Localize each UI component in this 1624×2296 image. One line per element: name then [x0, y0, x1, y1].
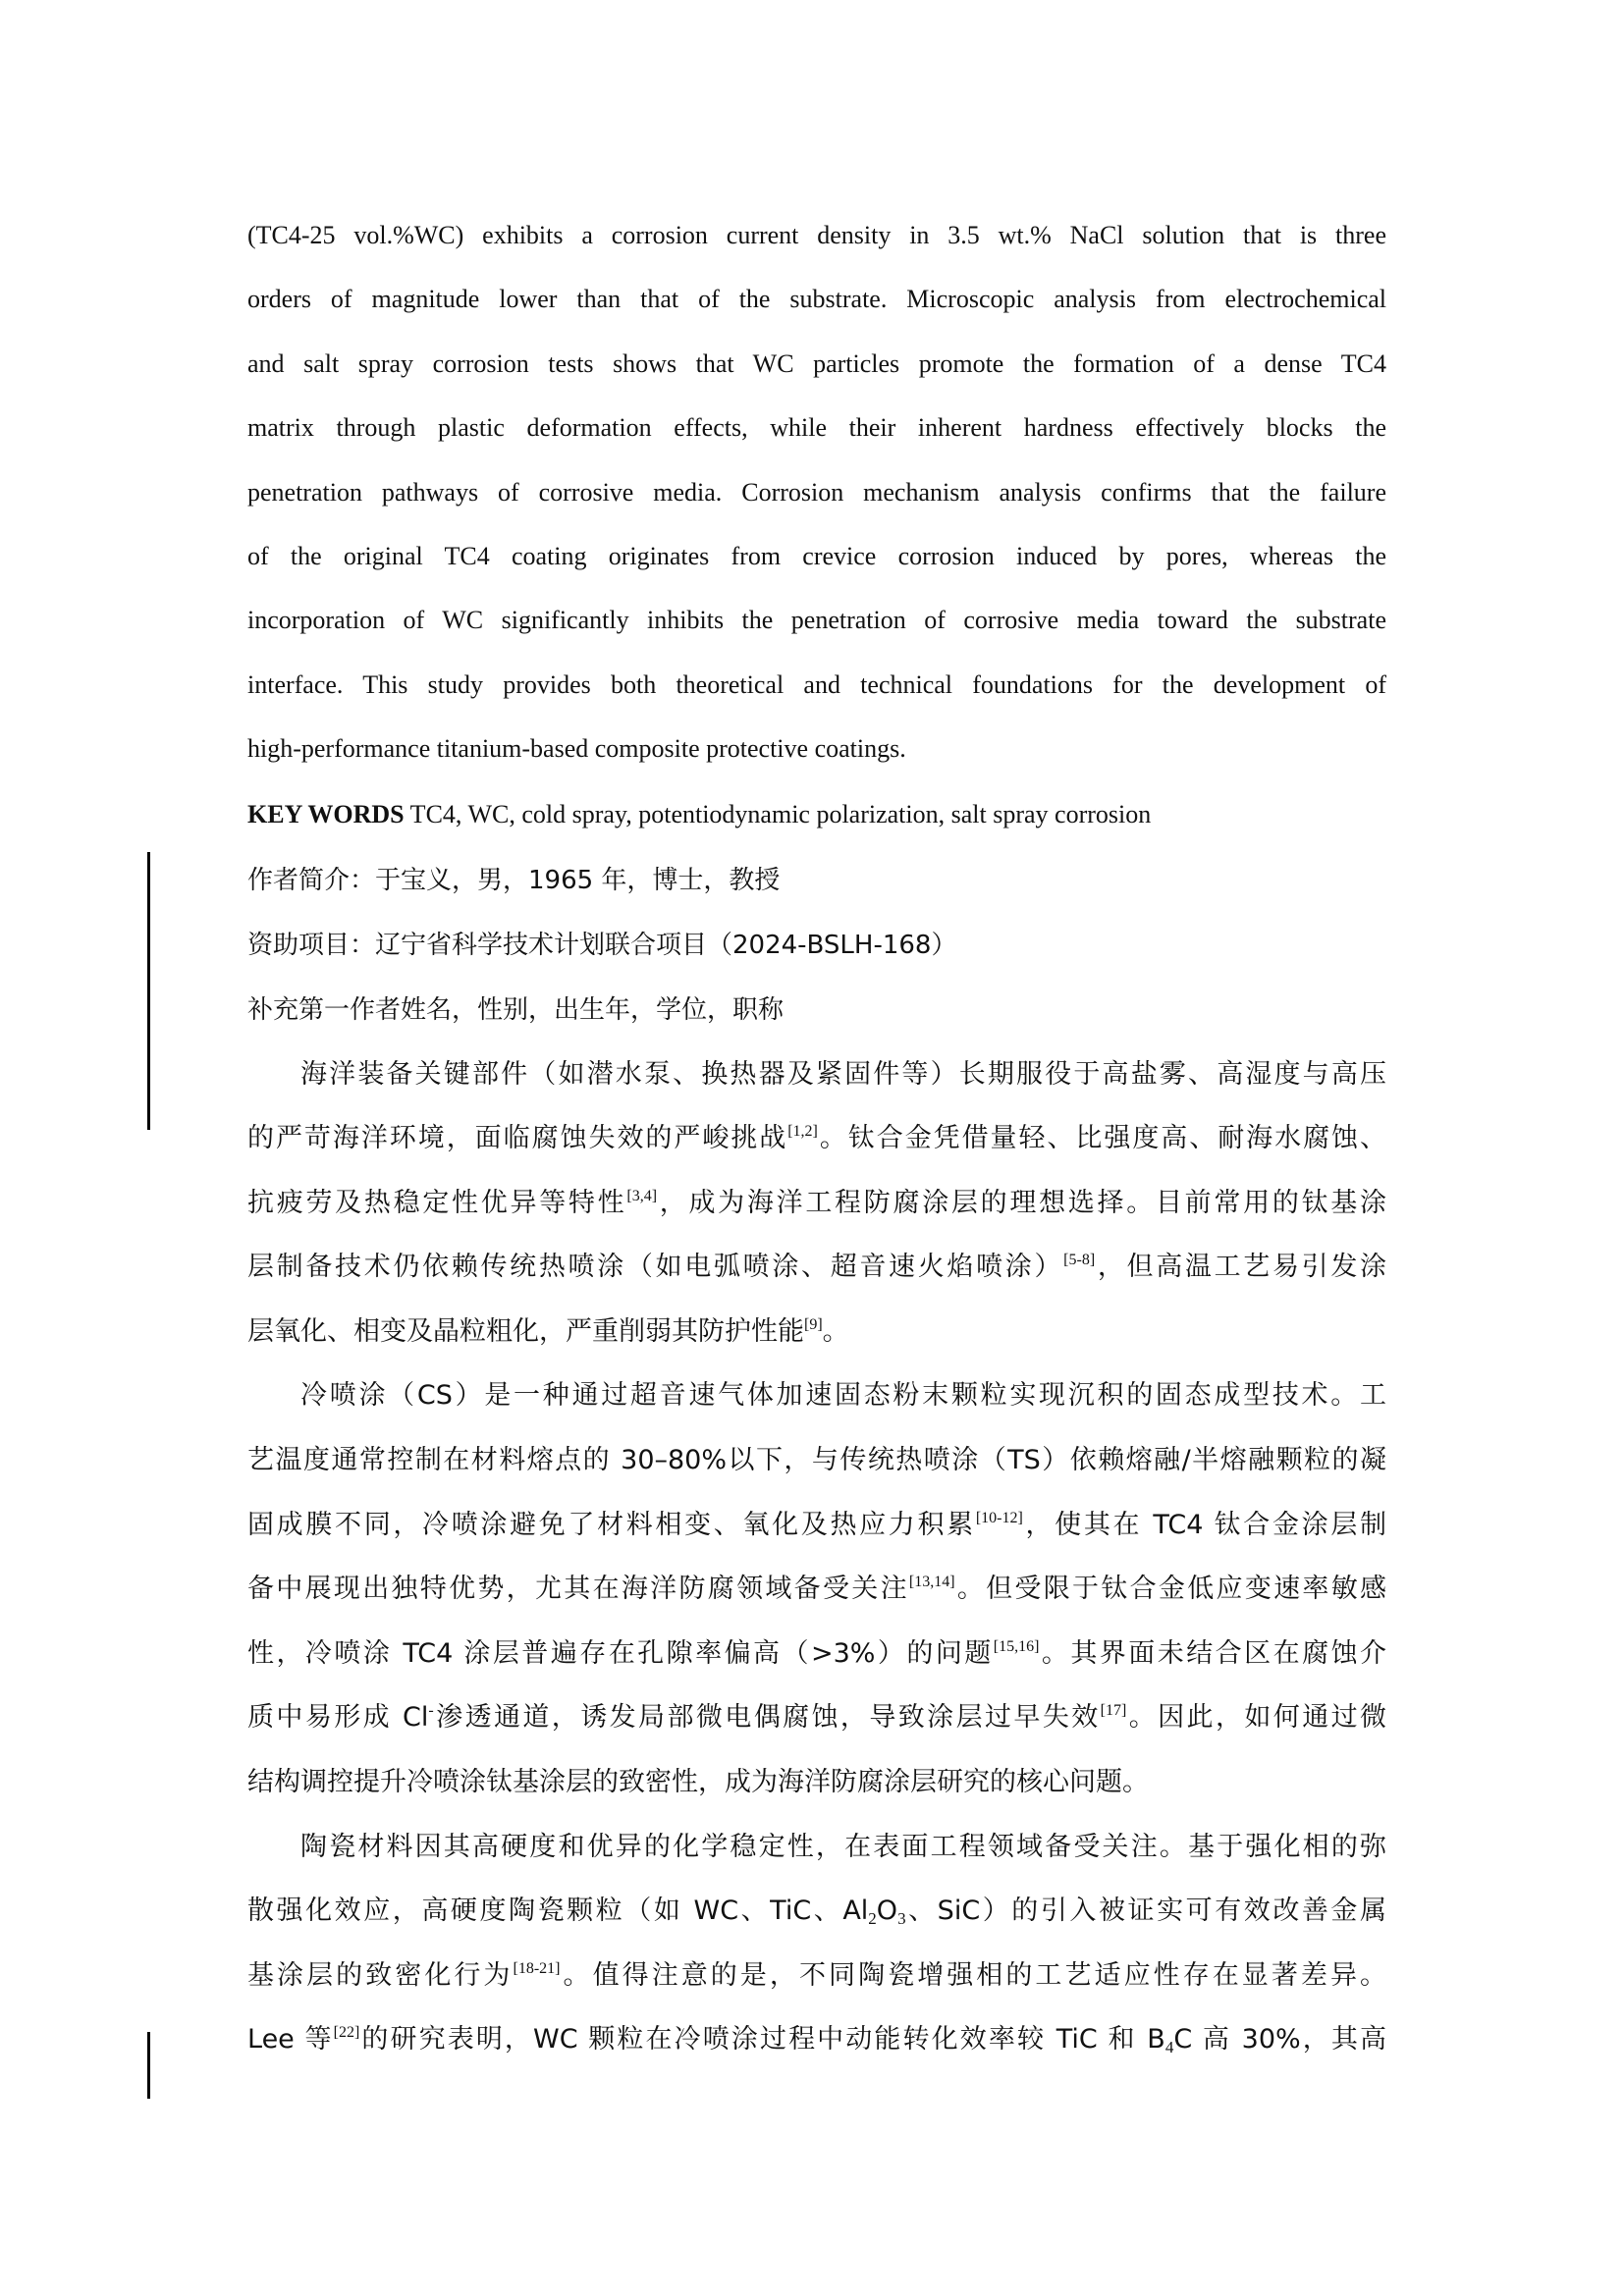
line-text: ，但高温工艺易引发涂	[1095, 1252, 1387, 1283]
paragraph-line	[247, 1815, 1386, 1880]
abstract-line: high-performance titanium-based composite protective coatings.	[247, 734, 906, 764]
line-text: 层氧化、相变及晶粒粗化，严重削弱其防护性能	[247, 1315, 804, 1347]
keywords-label: KEY WORDS	[247, 799, 405, 828]
paragraph-line	[247, 1171, 1386, 1236]
paragraph-line	[247, 1685, 1386, 1750]
citation: [3,4]	[626, 1187, 658, 1204]
line-text: 备中展现出独特优势，尤其在海洋防腐领域备受关注	[247, 1574, 909, 1605]
superscript-charge: -	[428, 1702, 434, 1720]
paragraph-line	[247, 1493, 1386, 1558]
line-text: 质中易形成 Cl	[247, 1702, 429, 1734]
author-note: 补充第一作者姓名，性别，出生年，学位，职称	[247, 994, 785, 1025]
citation: [15,16]	[993, 1637, 1040, 1655]
line-text: Lee 等	[247, 2024, 334, 2056]
revision-bar	[147, 2032, 150, 2099]
revision-bar	[147, 852, 150, 1130]
line-text: 。其界面未结合区在腐蚀介	[1039, 1637, 1386, 1669]
paragraph-line	[247, 1235, 1386, 1300]
subscript: 3	[897, 1909, 906, 1929]
abstract-text	[247, 203, 1386, 781]
funding-info: 资助项目：辽宁省科学技术计划联合项目（2024-BSLH-168）	[247, 930, 957, 960]
paragraph-line	[247, 1622, 1386, 1686]
paragraph-line	[247, 1557, 1386, 1622]
author-info: 作者简介：于宝义，男，1965 年，博士，教授	[247, 865, 781, 895]
line-text: 基涂层的致密化行为	[247, 1959, 514, 1991]
citation: [1,2]	[787, 1123, 818, 1141]
keywords	[247, 781, 1386, 848]
abstract-line: incorporation of WC significantly inhibits the penetration of corrosive media toward the substrate	[247, 606, 1386, 635]
line-text: 海洋装备关键部件（如潜水泵、换热器及紧固件等）长期服役于高盐雾、高湿度与高压	[300, 1058, 1386, 1090]
line-text: 散强化效应，高硬度陶瓷颗粒（如 WC、TiC、Al	[247, 1896, 869, 1927]
line-text: 的严苛海洋环境，面临腐蚀失效的严峻挑战	[247, 1123, 788, 1154]
abstract-line: penetration pathways of corrosive media. Corrosion mechanism analysis confirms that the failure	[247, 477, 1386, 507]
page-content	[247, 203, 1386, 2072]
abstract-line: orders of magnitude lower than that of the substrate. Microscopic analysis from electrochemical	[247, 285, 1386, 314]
line-text: ，使其在 TC4 钛合金涂层制	[1022, 1509, 1386, 1540]
paragraph-3	[247, 1815, 1386, 2072]
paragraph-2	[247, 1363, 1386, 1814]
abstract-line: of the original TC4 coating originates from crevice corrosion induced by pores, whereas the	[247, 541, 1386, 570]
line-text: 结构调控提升冷喷涂钛基涂层的致密性，成为海洋防腐涂层研究的核心问题。	[247, 1767, 1149, 1798]
paragraph-line	[247, 2007, 1386, 2072]
line-text: 陶瓷材料因其高硬度和优异的化学稳定性，在表面工程领域备受关注。基于强化相的弥	[300, 1831, 1386, 1862]
subscript: 2	[868, 1909, 877, 1929]
paragraph-line	[247, 1879, 1386, 1944]
line-text: 的研究表明，WC 颗粒在冷喷涂过程中动能转化效率较 TiC 和 B	[359, 2024, 1165, 2056]
paragraph-line	[247, 1944, 1386, 2008]
line-text: 。	[822, 1315, 849, 1347]
line-text: 艺温度通常控制在材料熔点的 30–80%以下，与传统热喷涂（TS）依赖熔融/半熔融颗粒的凝	[247, 1445, 1386, 1476]
line-text: O	[876, 1896, 898, 1927]
citation: [22]	[333, 2024, 360, 2042]
line-text: 固成膜不同，冷喷涂避免了材料相变、氧化及热应力积累	[247, 1509, 976, 1540]
line-text: 。钛合金凭借量轻、比强度高、耐海水腐蚀、	[817, 1123, 1387, 1154]
citation: [13,14]	[908, 1574, 955, 1591]
keywords-text: TC4, WC, cold spray, potentiodynamic polarization, salt spray corrosion	[404, 799, 1152, 828]
line-text: 。但受限于钛合金低应变速率敏感	[954, 1574, 1387, 1605]
line-text: 冷喷涂（CS）是一种通过超音速气体加速固态粉末颗粒实现沉积的固态成型技术。工	[300, 1380, 1386, 1412]
paragraph-line	[247, 1363, 1386, 1428]
line-text: C 高 30%，其高	[1173, 2024, 1387, 2056]
paragraph-line	[247, 1428, 1386, 1493]
paragraph-line	[247, 1106, 1386, 1171]
line-text: 性，冷喷涂 TC4 涂层普遍存在孔隙率偏高（>3%）的问题	[247, 1637, 994, 1669]
paragraph-line	[247, 1042, 1386, 1107]
subscript: 4	[1164, 2038, 1174, 2057]
abstract-line: matrix through plastic deformation effects, while their inherent hardness effectively blocks the	[247, 413, 1386, 443]
line-text: 。因此，如何通过微	[1126, 1702, 1387, 1734]
line-text: 。值得注意的是，不同陶瓷增强相的工艺适应性存在显著差异。	[560, 1959, 1387, 1991]
citation: [18-21]	[513, 1959, 561, 1977]
line-text: ，成为海洋工程防腐涂层的理想选择。目前常用的钛基涂	[657, 1187, 1387, 1218]
paragraph-1	[247, 1042, 1386, 1364]
citation: [10-12]	[975, 1509, 1023, 1526]
abstract-line: and salt spray corrosion tests shows that WC particles promote the formation of a dense TC4	[247, 348, 1386, 378]
line-text: 、SiC）的引入被证实可有效改善金属	[905, 1896, 1386, 1927]
paragraph-line	[247, 1300, 1386, 1364]
abstract-line: (TC4-25 vol.%WC) exhibits a corrosion current density in 3.5 wt.% NaCl solution that is three	[247, 221, 1386, 249]
line-text: 渗透通道，诱发局部微电偶腐蚀，导致涂层过早失效	[433, 1702, 1101, 1734]
line-text: 抗疲劳及热稳定性优异等特性	[247, 1187, 627, 1218]
citation: [17]	[1100, 1702, 1127, 1720]
paragraph-line	[247, 1750, 1386, 1815]
citation: [5-8]	[1063, 1252, 1096, 1269]
line-text: 层制备技术仍依赖传统热喷涂（如电弧喷涂、超音速火焰喷涂）	[247, 1252, 1064, 1283]
abstract-line: interface. This study provides both theoretical and technical foundations for the development of	[247, 669, 1386, 699]
citation: [9]	[804, 1315, 823, 1333]
